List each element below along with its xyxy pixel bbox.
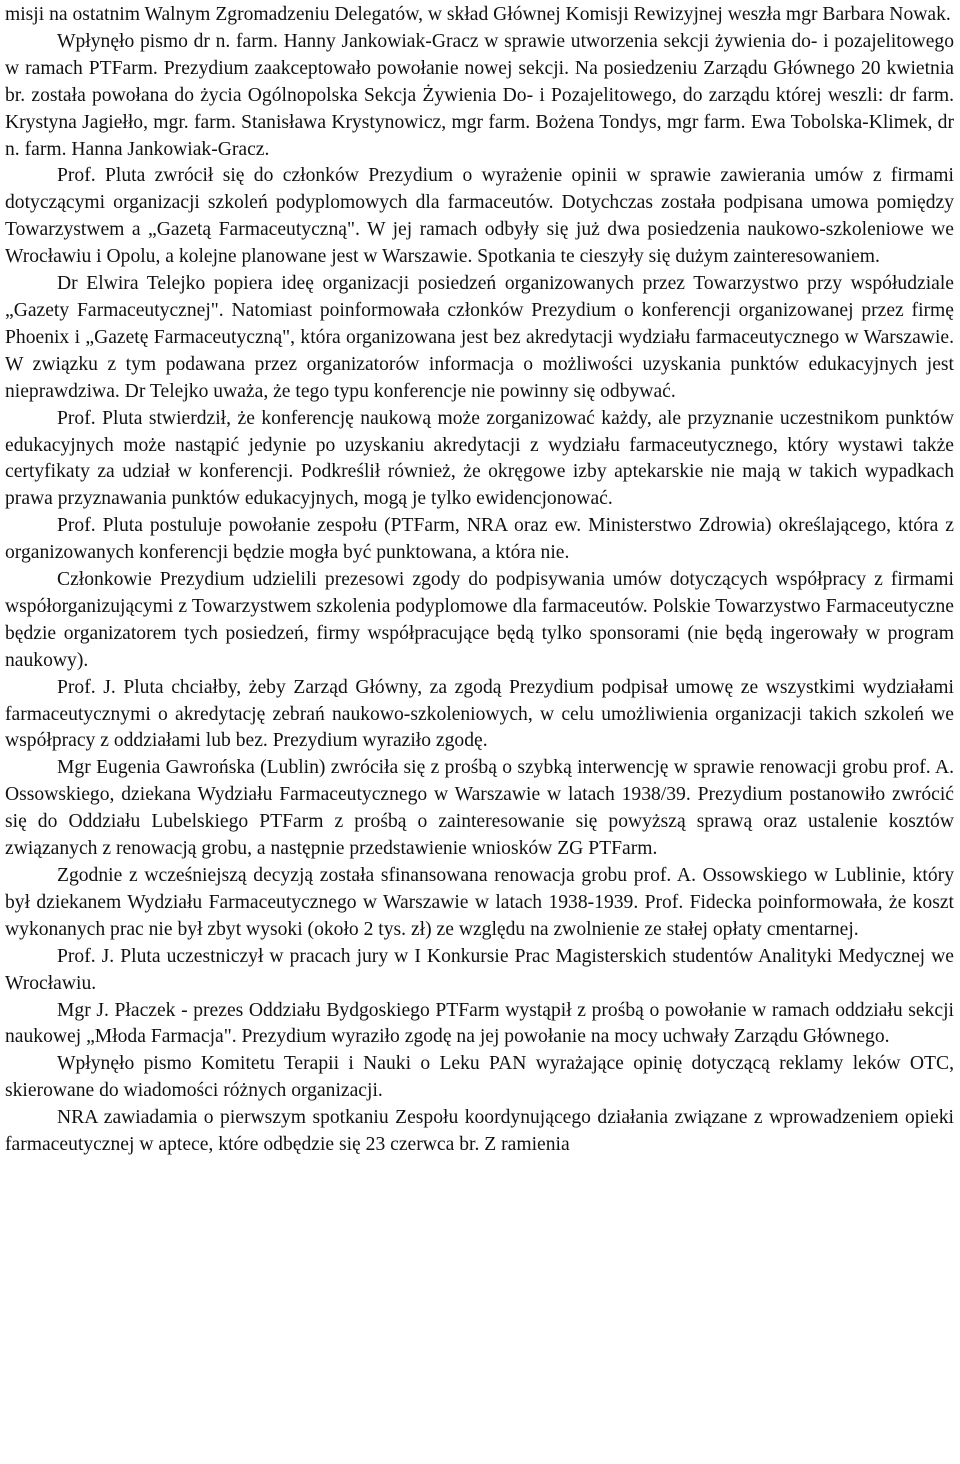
paragraph-grave-renovation-funded: Zgodnie z wcześniejszą decyzją została sfinansowana renowacja grobu prof. A. Ossowskiego w Lublinie, który był dziekanem Wydziału Farmaceutycznego w Warszawie w latach 1938-1939. Prof. Fidecka poinformowała, że koszt wykonanych prac nie był zbyt wysoki (około 2 tys. zł) ze względu na zwolnienie ze stałej opłaty cmentarnej. xyxy=(5,865,954,940)
paragraph-nutrition-section: Wpłynęło pismo dr n. farm. Hanny Jankowiak-Gracz w sprawie utworzenia sekcji żywienia do- i pozajelitowego w ramach PTFarm. Prezydium zaakceptowało powołanie nowej sekcji. Na posiedzeniu Zarządu Głównego 20 kwietnia br. została powołana do życia Ogólnopolska Sekcja Żywienia Do- i Pozajelitowego, do zarządu której weszli: dr farm. Krystyna Jagiełło, mgr. farm. Stanisława Krystynowicz, mgr farm. Bożena Tondys, mgr farm. Ewa Tobolska-Klimek, dr n. farm. Hanna Jankowiak-Gracz. xyxy=(5,30,954,160)
paragraph-team-proposal: Prof. Pluta postuluje powołanie zespołu (PTFarm, NRA oraz ew. Ministerstwo Zdrowia) określającego, która z organizowanych konferencji będzie mogła być punktowana, a która nie. xyxy=(5,515,954,564)
paragraph-training-agreements: Prof. Pluta zwrócił się do członków Prezydium o wyrażenie opinii w sprawie zawierania umów z firmami dotyczącymi organizacji szkoleń podyplomowych dla farmaceutów. Dotychczas została podpisana umowa pomiędzy Towarzystwem a „Gazetą Farmaceutyczną". W jej ramach odbyły się już dwa posiedzenia naukowo-szkoleniowe we Wrocławiu i Opolu, a kolejne planowane jest w Warszawie. Spotkania te cieszyły się dużym zainteresowaniem. xyxy=(5,165,954,268)
paragraph-accreditation: Prof. Pluta stwierdził, że konferencję naukową może zorganizować każdy, ale przyznanie uczestnikom punktów edukacyjnych może nastąpić jedynie po uzyskaniu akredytacji z wydziału farmaceutycznego, który wystawi także certyfikaty za udział w konferencji. Podkreślił również, że okręgowe izby aptekarskie nie mają w takich wypadkach prawa przyznawania punktów edukacyjnych, mogą je tylko ewidencjonować. xyxy=(5,407,954,510)
paragraph-telejko-opinion: Dr Elwira Telejko popiera ideę organizacji posiedzeń organizowanych przez Towarzystwo przy współudziale „Gazety Farmaceutycznej". Natomiast poinformowała członków Prezydium o konferencji organizowanej przez firmę Phoenix i „Gazetę Farmaceutyczną", która organizowana jest bez akredytacji wydziału farmaceutycznego w Warszawie. W związku z tym podawana przez organizatorów informacja o możliwości uzyskania punktów edukacyjnych jest nieprawdziwa. Dr Telejko uważa, że tego typu konferencje nie powinny się odbywać. xyxy=(5,273,954,402)
paragraph-grave-renovation-request: Mgr Eugenia Gawrońska (Lublin) zwróciła się z prośbą o szybką interwencję w sprawie renowacji grobu prof. A. Ossowskiego, dziekana Wydziału Farmaceutycznego w Warszawie w latach 1938/39. Prezydium postanowiło zwrócić się do Oddziału Lubelskiego PTFarm z prośbą o zainteresowanie się powyższą sprawą oraz ustalenie kosztów związanych z renowacją grobu, a następnie przedstawienie wniosków ZG PTFarm. xyxy=(5,757,954,860)
paragraph-otc-advertising: Wpłynęło pismo Komitetu Terapii i Nauki o Leku PAN wyrażające opinię dotyczącą reklamy leków OTC, skierowane do wiadomości różnych organizacji. xyxy=(5,1053,954,1102)
paragraph-faculty-agreement: Prof. J. Pluta chciałby, żeby Zarząd Główny, za zgodą Prezydium podpisał umowę ze wszystkimi wydziałami farmaceutycznymi o akredytację zebrań naukowo-szkoleniowych, w celu umożliwienia organizacji takich szkoleń we współpracy z oddziałami lub bez. Prezydium wyraziło zgodę. xyxy=(5,676,954,752)
paragraph-continued: misji na ostatnim Walnym Zgromadzeniu Delegatów, w skład Głównej Komisji Rewizyjnej weszła mgr Barbara Nowak. xyxy=(5,4,951,25)
paragraph-young-pharmacy: Mgr J. Płaczek - prezes Oddziału Bydgoskiego PTFarm wystąpił z prośbą o powołanie w ramach oddziału sekcji naukowej „Młoda Farmacja". Prezydium wyraziło zgodę na jej powołanie na mocy uchwały Zarządu Głównego. xyxy=(5,999,954,1048)
paragraph-jury: Prof. J. Pluta uczestniczył w pracach jury w I Konkursie Prac Magisterskich studentów Analityki Medycznej we Wrocławiu. xyxy=(5,945,954,994)
paragraph-nra-meeting: NRA zawiadamia o pierwszym spotkaniu Zespołu koordynującego działania związane z wprowadzeniem opieki farmaceutycznej w aptece, które odbędzie się 23 czerwca br. Z ramienia xyxy=(5,1107,954,1156)
paragraph-presidium-consent: Członkowie Prezydium udzielili prezesowi zgody do podpisywania umów dotyczących współpracy z firmami współorganizującymi z Towarzystwem szkolenia podyplomowe dla farmaceutów. Polskie Towarzystwo Farmaceutyczne będzie organizatorem tych posiedzeń, firmy współpracujące będą tylko sponsorami (nie będą ingerowały w program naukowy). xyxy=(5,569,954,671)
